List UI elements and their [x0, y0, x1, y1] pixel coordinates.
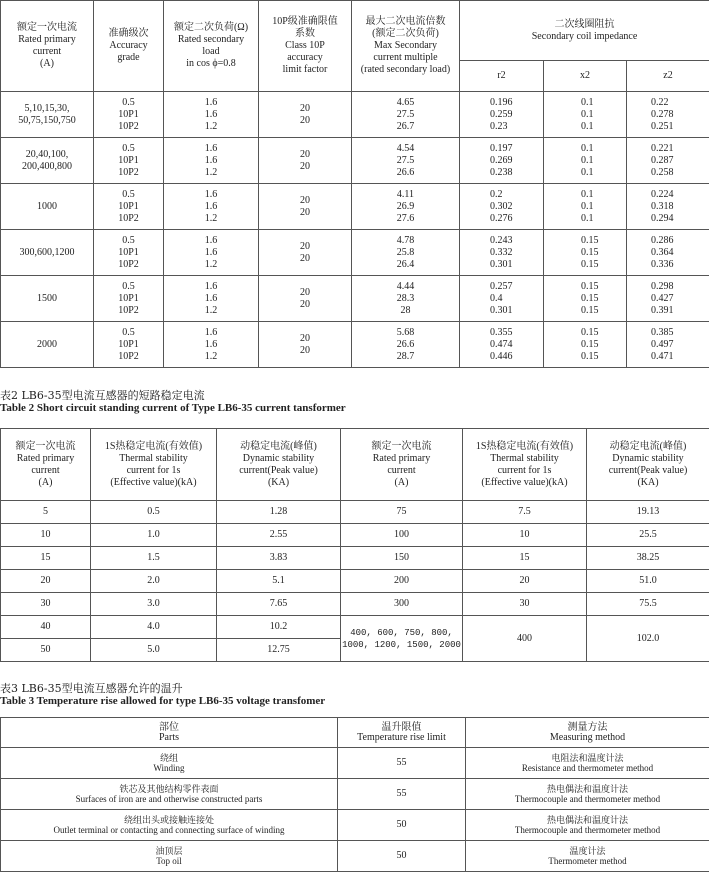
multiple-value: 4.65 [352, 97, 459, 109]
table-cell [94, 92, 164, 138]
table-cell [94, 276, 164, 322]
loads-value: 1.6 [164, 281, 258, 293]
table-cell [352, 230, 460, 276]
table3-caption [0, 682, 325, 708]
t2-header-thermal-1: 1S热稳定电流(有效值) Thermal stability current for 1s (Effective value)(kA) [91, 429, 217, 501]
t2-header-dynamic-1: 动稳定电流(峰值) Dynamic stability current(Peak value) (KA) [217, 429, 341, 501]
header-x2: x2 [544, 61, 627, 92]
table-row [1, 779, 709, 810]
t2-header-rated-primary-1: 额定一次电流 Rated primary current (A) [1, 429, 91, 501]
z2-value: 0.427 [651, 293, 709, 305]
loads-value: 1.6 [164, 327, 258, 339]
z2-value: 0.251 [651, 121, 709, 133]
x2-value: 0.15 [581, 281, 626, 293]
table-cell [544, 322, 627, 368]
table-cell [259, 92, 352, 138]
x2-value: 0.1 [581, 97, 626, 109]
z2-value: 0.221 [651, 143, 709, 155]
grades-value: 10P2 [94, 121, 163, 133]
table-cell: 19.13 [587, 501, 709, 524]
multiple-value: 26.6 [352, 339, 459, 351]
t3-header-limit: 温升限值 Temperature rise limit [338, 718, 466, 748]
table-cell [544, 138, 627, 184]
t2-header-thermal-2: 1S热稳定电流(有效值) Thermal stability current for 1s (Effective value)(kA) [463, 429, 587, 501]
header-rated-primary-current: 额定一次电流 Rated primary current (A) [1, 1, 94, 92]
table-cell: 25.5 [587, 524, 709, 547]
table-cell: 电阻法和温度计法 Resistance and thermometer method [466, 748, 709, 779]
table-cell: 绕组出头或接触连接处 Outlet terminal or contacting and connecting surface of winding [1, 810, 338, 841]
limit-value: 20 [259, 195, 351, 207]
header-z2: z2 [627, 61, 709, 92]
x2-value: 0.1 [581, 213, 626, 225]
loads-value: 1.6 [164, 339, 258, 351]
z2-value: 0.287 [651, 155, 709, 167]
table-cell: 100 [341, 524, 463, 547]
z2-value: 0.318 [651, 201, 709, 213]
grades-value: 0.5 [94, 143, 163, 155]
table-row [1, 524, 709, 547]
table2-caption [0, 389, 346, 415]
z2-value: 0.497 [651, 339, 709, 351]
limit-value: 20 [259, 253, 351, 265]
table-cell [352, 138, 460, 184]
loads-value: 1.6 [164, 201, 258, 213]
limit-value: 20 [259, 103, 351, 115]
table-row [1, 841, 709, 872]
table-cell: 油顶层 Top oil [1, 841, 338, 872]
grades-value: 0.5 [94, 97, 163, 109]
r2-value: 0.257 [490, 281, 543, 293]
multiple-value: 28 [352, 305, 459, 317]
table-cell [94, 322, 164, 368]
table-cell [544, 184, 627, 230]
table-cell: 12.75 [217, 639, 341, 662]
multiple-value: 25.8 [352, 247, 459, 259]
table-cell [627, 138, 709, 184]
x2-value: 0.1 [581, 167, 626, 179]
multiple-value: 26.7 [352, 121, 459, 133]
r2-value: 0.302 [490, 201, 543, 213]
x2-value: 0.1 [581, 143, 626, 155]
current-value: 300,600,1200 [1, 247, 93, 259]
z2-value: 0.258 [651, 167, 709, 179]
r2-value: 0.238 [490, 167, 543, 179]
table-cell [627, 322, 709, 368]
table-row [1, 92, 709, 138]
t2-header-rated-primary-2: 额定一次电流 Rated primary current (A) [341, 429, 463, 501]
x2-value: 0.1 [581, 201, 626, 213]
grades-value: 0.5 [94, 327, 163, 339]
table-cell: 20 [463, 570, 587, 593]
table-cell [94, 230, 164, 276]
loads-value: 1.6 [164, 189, 258, 201]
r2-value: 0.301 [490, 305, 543, 317]
grades-value: 0.5 [94, 235, 163, 247]
loads-value: 1.6 [164, 143, 258, 155]
header-accuracy-grade: 准确级次 Accuracy grade [94, 1, 164, 92]
current-value: 50,75,150,750 [1, 115, 93, 127]
grades-value: 0.5 [94, 281, 163, 293]
r2-value: 0.332 [490, 247, 543, 259]
table-cell [460, 92, 544, 138]
table-cell [259, 322, 352, 368]
grades-value: 10P1 [94, 293, 163, 305]
table-cell: 3.83 [217, 547, 341, 570]
r2-value: 0.269 [490, 155, 543, 167]
z2-value: 0.471 [651, 351, 709, 363]
z2-value: 0.298 [651, 281, 709, 293]
header-accuracy-limit-factor: 10P级准确限值 系数 Class 10P accuracy limit factor [259, 1, 352, 92]
z2-value: 0.286 [651, 235, 709, 247]
table-cell: 75 [341, 501, 463, 524]
z2-value: 0.385 [651, 327, 709, 339]
limit-value: 20 [259, 161, 351, 173]
r2-value: 0.259 [490, 109, 543, 121]
multiple-value: 26.6 [352, 167, 459, 179]
loads-value: 1.6 [164, 235, 258, 247]
r2-value: 0.446 [490, 351, 543, 363]
table-cell [460, 276, 544, 322]
table2-caption-cn: 表2 LB6-35型电流互感器的短路稳定电流 [0, 389, 346, 402]
r2-value: 0.23 [490, 121, 543, 133]
table-cell [352, 322, 460, 368]
grades-value: 10P2 [94, 305, 163, 317]
table-cell: 铁芯及其他结构零件表面 Surfaces of iron are and otherwise constructed parts [1, 779, 338, 810]
table-cell [1, 322, 94, 368]
table-cell [164, 138, 259, 184]
loads-value: 1.2 [164, 213, 258, 225]
x2-value: 0.15 [581, 305, 626, 317]
multiple-value: 28.7 [352, 351, 459, 363]
table-cell: 75.5 [587, 593, 709, 616]
table-cell [259, 276, 352, 322]
r2-value: 0.243 [490, 235, 543, 247]
grades-value: 10P1 [94, 247, 163, 259]
limit-value: 20 [259, 345, 351, 357]
multiple-value: 4.11 [352, 189, 459, 201]
table-cell: 50 [338, 810, 466, 841]
table-cell: 40 [1, 616, 91, 639]
table-cell: 热电偶法和温度计法 Thermocouple and thermometer method [466, 810, 709, 841]
table3-caption-en: Table 3 Temperature rise allowed for type LB6-35 voltage transfomer [0, 695, 325, 708]
limit-value: 20 [259, 115, 351, 127]
table-cell: 7.65 [217, 593, 341, 616]
table-row [1, 501, 709, 524]
table-cell: 0.5 [91, 501, 217, 524]
table-cell: 20 [1, 570, 91, 593]
table-cell: 3.0 [91, 593, 217, 616]
z2-value: 0.22 [651, 97, 709, 109]
table-cell: 10 [463, 524, 587, 547]
grades-value: 10P2 [94, 213, 163, 225]
table-row [1, 230, 709, 276]
loads-value: 1.6 [164, 155, 258, 167]
limit-value: 20 [259, 287, 351, 299]
table-cell [352, 184, 460, 230]
x2-value: 0.1 [581, 109, 626, 121]
table-cell [259, 138, 352, 184]
table-cell [1, 276, 94, 322]
table-row [1, 322, 709, 368]
table-cell [460, 138, 544, 184]
x2-value: 0.15 [581, 293, 626, 305]
grades-value: 10P1 [94, 155, 163, 167]
header-r2: r2 [460, 61, 544, 92]
x2-value: 0.15 [581, 247, 626, 259]
table-cell: 102.0 [587, 616, 709, 662]
table-cell [460, 230, 544, 276]
r2-value: 0.474 [490, 339, 543, 351]
table-cell [1, 138, 94, 184]
impedance-table [0, 0, 709, 368]
x2-value: 0.1 [581, 189, 626, 201]
table-row [1, 276, 709, 322]
table2-caption-en: Table 2 Short circuit standing current of Type LB6-35 current tansformer [0, 402, 346, 415]
loads-value: 1.6 [164, 247, 258, 259]
current-value: 200,400,800 [1, 161, 93, 173]
current-value: 20,40,100, [1, 149, 93, 161]
table-row [1, 593, 709, 616]
table-cell: 10 [1, 524, 91, 547]
t2-header-dynamic-2: 动稳定电流(峰值) Dynamic stability current(Peak value) (KA) [587, 429, 709, 501]
limit-value: 20 [259, 207, 351, 219]
table-cell [627, 184, 709, 230]
loads-value: 1.6 [164, 293, 258, 305]
z2-value: 0.224 [651, 189, 709, 201]
table-cell [259, 230, 352, 276]
table-row [1, 570, 709, 593]
current-value: 2000 [1, 339, 93, 351]
z2-value: 0.364 [651, 247, 709, 259]
table-cell: 1.0 [91, 524, 217, 547]
current-value: 1000 [1, 201, 93, 213]
table-cell [627, 230, 709, 276]
grades-value: 10P2 [94, 351, 163, 363]
table-cell [164, 184, 259, 230]
limit-value: 20 [259, 333, 351, 345]
table-cell: 4.0 [91, 616, 217, 639]
table-row [1, 138, 709, 184]
loads-value: 1.6 [164, 109, 258, 121]
table-cell [627, 92, 709, 138]
r2-value: 0.301 [490, 259, 543, 271]
table-row [1, 184, 709, 230]
table-cell: 400, 600, 750, 800, 1000, 1200, 1500, 2000 [341, 616, 463, 662]
current-value: 5,10,15,30, [1, 103, 93, 115]
table-cell: 绕组 Winding [1, 748, 338, 779]
table-cell [460, 322, 544, 368]
table-cell: 400 [463, 616, 587, 662]
table-cell: 150 [341, 547, 463, 570]
table3-caption-cn: 表3 LB6-35型电流互感器允许的温升 [0, 682, 325, 695]
table-cell [164, 92, 259, 138]
table-row [1, 748, 709, 779]
table-cell [94, 184, 164, 230]
table-cell [259, 184, 352, 230]
table-cell: 30 [463, 593, 587, 616]
multiple-value: 26.4 [352, 259, 459, 271]
table-cell [164, 276, 259, 322]
x2-value: 0.1 [581, 121, 626, 133]
z2-value: 0.336 [651, 259, 709, 271]
x2-value: 0.15 [581, 351, 626, 363]
multiple-value: 5.68 [352, 327, 459, 339]
table-cell: 1.28 [217, 501, 341, 524]
table-cell: 200 [341, 570, 463, 593]
table-row [1, 547, 709, 570]
header-secondary-coil-impedance: 二次线圈阻抗 Secondary coil impedance [460, 1, 709, 61]
table-cell [544, 276, 627, 322]
table-cell: 55 [338, 748, 466, 779]
table-cell [164, 230, 259, 276]
loads-value: 1.2 [164, 121, 258, 133]
table-cell: 300 [341, 593, 463, 616]
table-row [1, 810, 709, 841]
table-cell [352, 92, 460, 138]
table-cell: 温度计法 Thermometer method [466, 841, 709, 872]
table-cell: 2.0 [91, 570, 217, 593]
loads-value: 1.2 [164, 305, 258, 317]
table-cell: 5 [1, 501, 91, 524]
multiple-value: 4.44 [352, 281, 459, 293]
table-cell [1, 92, 94, 138]
table-cell: 55 [338, 779, 466, 810]
table-cell: 10.2 [217, 616, 341, 639]
table-cell [544, 230, 627, 276]
grades-value: 10P1 [94, 201, 163, 213]
short-circuit-table [0, 428, 709, 662]
table-cell: 15 [463, 547, 587, 570]
multiple-value: 27.6 [352, 213, 459, 225]
multiple-value: 27.5 [352, 109, 459, 121]
t3-header-method: 测量方法 Measuring method [466, 718, 709, 748]
r2-value: 0.196 [490, 97, 543, 109]
current-value: 1500 [1, 293, 93, 305]
multiple-value: 4.78 [352, 235, 459, 247]
table-cell: 热电偶法和温度计法 Thermocouple and thermometer method [466, 779, 709, 810]
table-cell [1, 230, 94, 276]
table-cell [544, 92, 627, 138]
table-cell: 5.1 [217, 570, 341, 593]
r2-value: 0.2 [490, 189, 543, 201]
table-cell: 7.5 [463, 501, 587, 524]
loads-value: 1.2 [164, 167, 258, 179]
grades-value: 10P1 [94, 339, 163, 351]
table-cell: 51.0 [587, 570, 709, 593]
z2-value: 0.278 [651, 109, 709, 121]
table-cell [627, 276, 709, 322]
table-cell: 50 [338, 841, 466, 872]
table-cell: 30 [1, 593, 91, 616]
limit-value: 20 [259, 149, 351, 161]
table-cell [94, 138, 164, 184]
table-cell: 50 [1, 639, 91, 662]
r2-value: 0.355 [490, 327, 543, 339]
grades-value: 10P1 [94, 109, 163, 121]
multiple-value: 4.54 [352, 143, 459, 155]
loads-value: 1.2 [164, 351, 258, 363]
x2-value: 0.15 [581, 235, 626, 247]
table-cell: 2.55 [217, 524, 341, 547]
r2-value: 0.276 [490, 213, 543, 225]
header-rated-secondary-load: 额定二次负荷(Ω) Rated secondary load in cos ϕ=0.8 [164, 1, 259, 92]
grades-value: 10P2 [94, 167, 163, 179]
table-cell [460, 184, 544, 230]
temperature-rise-table [0, 717, 709, 872]
x2-value: 0.15 [581, 339, 626, 351]
t3-header-parts: 部位 Parts [1, 718, 338, 748]
r2-value: 0.4 [490, 293, 543, 305]
x2-value: 0.1 [581, 155, 626, 167]
header-max-secondary-multiple: 最大二次电流倍数 (额定二次负荷) Max Secondary current multiple (rated secondary load) [352, 1, 460, 92]
r2-value: 0.197 [490, 143, 543, 155]
loads-value: 1.6 [164, 97, 258, 109]
limit-value: 20 [259, 299, 351, 311]
table-cell: 38.25 [587, 547, 709, 570]
z2-value: 0.391 [651, 305, 709, 317]
limit-value: 20 [259, 241, 351, 253]
table-cell [164, 322, 259, 368]
table-cell: 1.5 [91, 547, 217, 570]
table-cell [352, 276, 460, 322]
grades-value: 10P2 [94, 259, 163, 271]
table-cell: 15 [1, 547, 91, 570]
z2-value: 0.294 [651, 213, 709, 225]
grades-value: 0.5 [94, 189, 163, 201]
multiple-value: 27.5 [352, 155, 459, 167]
multiple-value: 28.3 [352, 293, 459, 305]
loads-value: 1.2 [164, 259, 258, 271]
multiple-value: 26.9 [352, 201, 459, 213]
table-cell [1, 184, 94, 230]
x2-value: 0.15 [581, 259, 626, 271]
x2-value: 0.15 [581, 327, 626, 339]
table-cell: 5.0 [91, 639, 217, 662]
